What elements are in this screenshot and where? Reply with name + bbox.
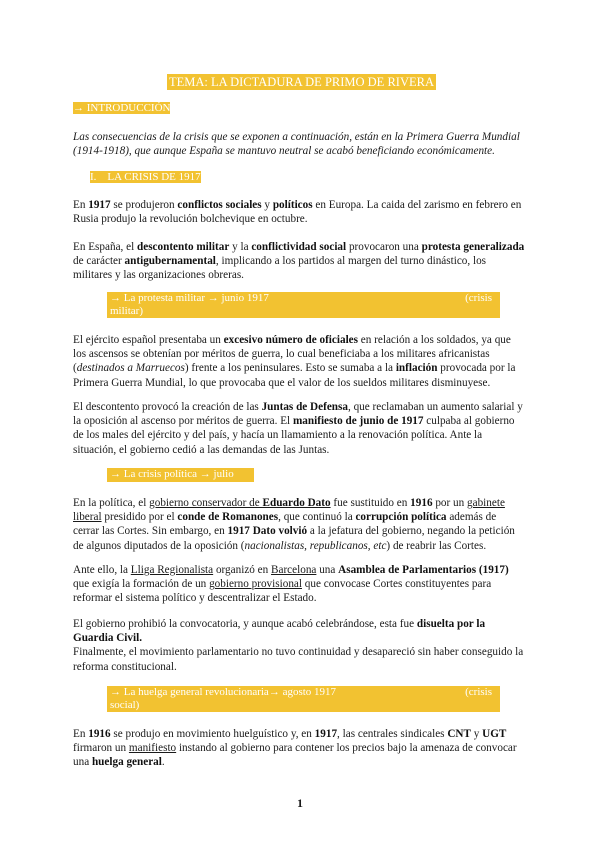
banner-military-right: (crisis: [465, 292, 492, 304]
section-heading-1-text: [90, 171, 201, 183]
intro-paragraph: [73, 130, 525, 158]
intro-heading: [73, 101, 170, 115]
banner-military-left: → La protesta militar → junio 1917: [110, 292, 269, 304]
paragraph-8: En 1916 se produjo en movimiento huelguístico y, en 1917, las centrales sindicales CNT y UGT firmaron un manifiesto instando al gobierno para contener los precios bajo la amenaza de convocar una huelga general.: [73, 728, 517, 769]
page-title: TEMA: LA DICTADURA DE PRIMO DE RIVERA: [169, 75, 434, 89]
paragraph-2: En España, el descontento militar y la conflictividad social provocaron una protesta generalizada de carácter antigubernamental, implicando a los partidos al margen del turno dinástico, los militares y las organizaciones obreras.: [73, 241, 525, 282]
intro-heading-text: → INTRODUCCIÓN: [73, 102, 171, 114]
paragraph-6: Ante ello, la Lliga Regionalista organizó en Barcelona una Asamblea de Parlamentarios (1917) que exigía la formación de un gobierno provisional que convocase Cortes constituyentes para reformar el sistema político y descentralizar el Estado.: [73, 564, 509, 605]
banner-strike-right: (crisis: [465, 686, 492, 698]
subsection-banner-military: [107, 292, 500, 318]
paragraph-3: El ejército español presentaba un excesivo número de oficiales en relación a los soldados, ya que los ascensos se obtenían por méritos de guerra, lo cual beneficiaba a los militares africanistas (destinados a Marruecos) frente a los peninsulares. Esto se sumaba a la inflación provocada por la Primera Guerra Mundial, lo que provocaba que el valor de los sueldos militares disminuyese.: [73, 334, 516, 389]
banner-political-left: → La crisis política → julio 1917: [110, 468, 234, 493]
paragraph-4: El descontento provocó la creación de las Juntas de Defensa, que reclamaban un aumento salarial y la oposición al ascenso por méritos de guerra. El manifiesto de junio de 1917 culpaba al gobierno de los males del ejército y del país, y hacía un llamamiento a la renovación política. Ante la situación, el gobierno cedió a las demandas de las Juntas.: [73, 401, 523, 456]
intro-text: Las consecuencias de la crisis que se exponen a continuación, están en la Primera Guerra Mundial (1914-1918), que aunque España se mantuvo neutral se acabó beneficiando económicamente.: [73, 131, 520, 158]
paragraph-1: En 1917 se produjeron conflictos sociales y políticos en Europa. La caida del zarismo en febrero en Rusia produjo la revolución bolchevique en octubre.: [73, 199, 522, 226]
paragraph-7: El gobierno prohibió la convocatoria, y aunque acabó celebrándose, esta fue disuelta por la Guardia Civil. Finalmente, el movimiento parlamentario no tuvo continuidad y desapareció sin haber conseguido la reforma constitucional.: [73, 618, 524, 673]
section-heading-1: [90, 170, 201, 184]
subsection-banner-strike: [107, 686, 500, 712]
banner-military-second: militar): [110, 305, 143, 317]
banner-strike-left: → La huelga general revolucionaria→ agosto 1917: [110, 686, 337, 698]
section-number: I.: [90, 171, 97, 183]
subsection-banner-political: [107, 468, 254, 493]
section-title: LA CRISIS DE 1917: [107, 171, 201, 183]
paragraph-5: En la política, el gobierno conservador de Eduardo Dato fue sustituido en 1916 por un gabinete liberal presidido por el conde de Romanones, que continuó la corrupción política además de cerrar las Cortes. Sin embargo, en 1917 Dato volvió a la jefatura del gobierno, negando la petición de algunos diputados de la oposición (nacionalistas, republicanos, etc) de reabrir las Cortes.: [73, 497, 515, 552]
banner-strike-second: social): [110, 699, 140, 711]
page-number: 1: [297, 796, 303, 810]
